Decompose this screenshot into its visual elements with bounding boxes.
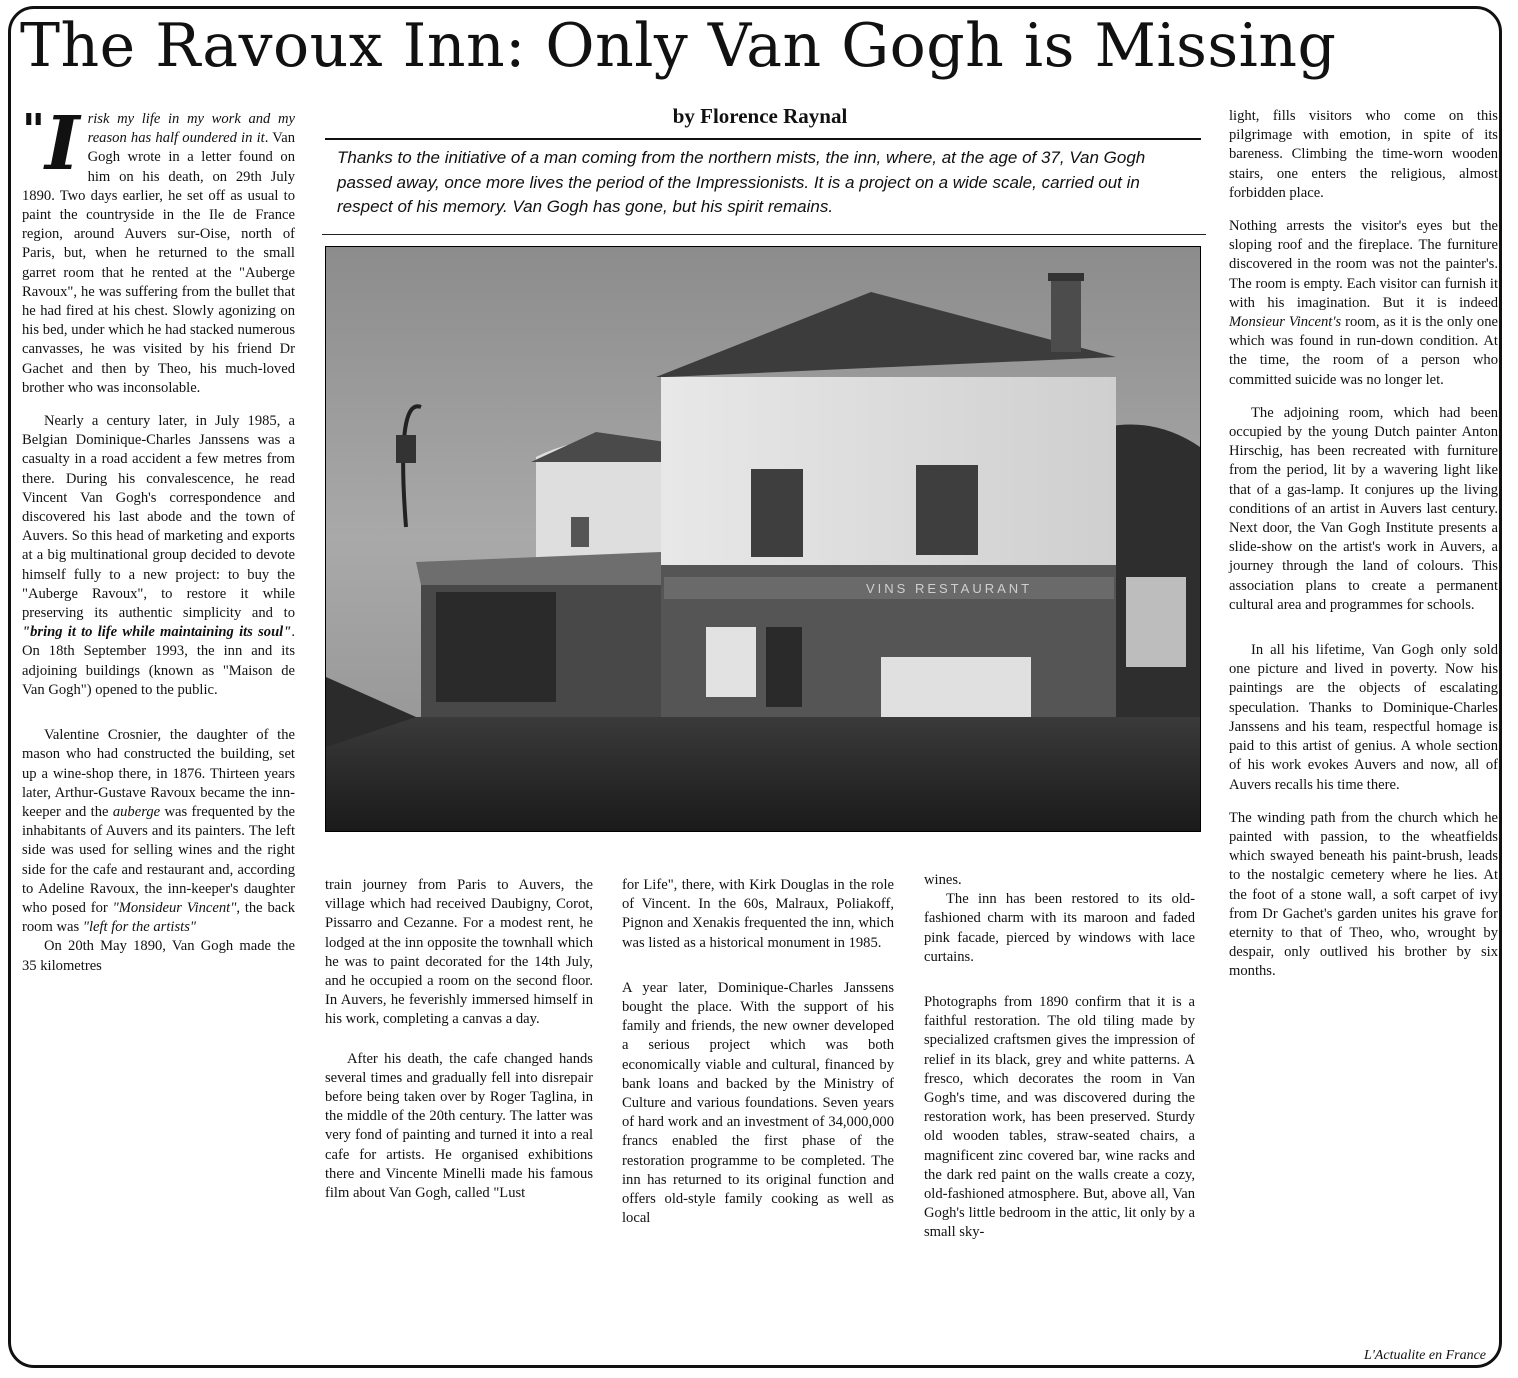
shop-sign: VINS RESTAURANT	[866, 581, 1033, 596]
paragraph: for Life", there, with Kirk Douglas in the role of Vincent. In the 60s, Malraux, Poliakoff, Pignon and Xenakis frequented the inn, which was listed as a historical monument in 1985.	[622, 877, 894, 951]
paragraph: light, fills visitors who come on this pilgrimage with emotion, in spite of its bareness. Climbing the time-worn wooden stairs, one enters the religious, almost forbidden place.	[1229, 108, 1498, 201]
paragraph: Valentine Crosnier, the daughter of the mason who had constructed the building, set up a wine-shop there, in 1876. Thirteen years later, Arthur-Gustave Ravoux became the inn-keeper and the auberge was frequented by the inhabitants of Auvers and its painters. The left side was used for selling wines and the right side for the cafe and restaurant and, according to Adeline Ravoux, the inn-keeper's daughter who posed for "Monsideur Vincent", the back room was "left for the artists"	[22, 727, 296, 936]
paragraph: Photographs from 1890 confirm that it is a faithful restoration. The old tiling made by specialized craftsmen gives the impression of relief in its black, grey and white patterns. A fresco, which decorates the room in Van Gogh's time, and was discovered during the restoration work, has been preserved. Sturdy old wooden tables, straw-seated chairs, a magnificent zinc covered bar, wine racks and the dark red paint on the walls create a cozy, old-fashioned atmosphere. But, above all, Van Gogh's little bedroom in the attic, lit only by a small sky-	[924, 994, 1195, 1241]
inn-photograph	[325, 246, 1201, 832]
paragraph: In all his lifetime, Van Gogh only sold one picture and lived in poverty. Now his paintings are the objects of escalating speculation. Thanks to Dominique-Charles Janssens and his team, respectful homage is paid to this artist of genius. A whole section of his work evokes Auvers and now, all of Auvers recalls his time there.	[1229, 642, 1498, 793]
paragraph: wines.	[924, 872, 962, 888]
source-credit: L'Actualite en France	[1364, 1348, 1486, 1363]
paragraph: The winding path from the church which he painted with passion, to the wheatfields which swayed beneath his paint-brush, leads to the nostalgic cemetery where he lies. At the foot of a stone wall, a soft carpet of ivy from Dr Gachet's garden unites his grave for eternity to that of Theo, who, wrought by despair, only outlived his brother by six months.	[1229, 809, 1498, 980]
paragraph: Nearly a century later, in July 1985, a Belgian Dominique-Charles Janssens was a casualty in a road accident a few metres from there. During his convalescence, he read Vincent Van Gogh's correspondence and discovered his last abode and the town of Auvers. So this head of marketing and exports at a big multinational group decided to devote himself fully to a new project: to buy the "Auberge Ravoux", to restore it while preserving its authentic simplicity and to "bring it to life while maintaining its soul". On 18th September 1993, the inn and its adjoining buildings (known as "Maison de Van Gogh") opened to the public.	[22, 413, 295, 698]
byline: by Florence Raynal	[672, 104, 848, 128]
paragraph: A year later, Dominique-Charles Janssens bought the place. With the support of his family and friends, the new owner developed a serious project which was both economically viable and cultural, financed by bank loans and backed by the Ministry of Culture and various foundations. Seven years of hard work and an investment of 34,000,000 francs enabled the first phase of the restoration programme to be completed. The inn has returned to its original function and offers old-style family cooking as well as local	[622, 979, 894, 1227]
column-2	[325, 876, 593, 1203]
paragraph: Nothing arrests the visitor's eyes but the sloping roof and the fireplace. The furniture discovered in the room was not the painter's. The room is empty. Each visitor can furnish it with his imagination. But it is indeed Monsieur Vincent's room, as it is the only one which was found in run-down condition. At the time, the room of a person who committed suicide was no longer let.	[1229, 218, 1498, 388]
headline: The Ravoux Inn: Only Van Gogh is Missing	[20, 11, 1337, 81]
column-4	[924, 871, 1195, 1243]
drop-cap: "I	[22, 101, 80, 187]
divider	[322, 234, 1206, 235]
paragraph: The adjoining room, which had been occupied by the young Dutch painter Anton Hirschig, has been recreated with furniture from the period, lit by a wavering light like that of a gas-lamp. It conjures up the living conditions of an artist in Auvers last century. Next door, the Van Gogh Institute presents a slide-show on the artist's work in Auvers, a journey through the land of colours. This association plans to create a permanent cultural area and programmes for schools.	[1229, 404, 1498, 613]
paragraph: The inn has been restored to its old-fashioned charm with its maroon and faded pink facade, pierced by windows with lace curtains.	[924, 891, 1195, 965]
column-1	[22, 101, 296, 976]
column-3	[622, 876, 894, 1228]
column-5	[1229, 107, 1498, 982]
paragraph: train journey from Paris to Auvers, the village which had received Daubigny, Corot, Pissarro and Cezanne. For a modest rent, he lodged at the inn opposite the townhall which he was to paint decorated for the 14th July, and he occupied a room on the second floor. In Auvers, he feverishly immersed himself in his work, completing a canvas a day.	[325, 877, 593, 1028]
divider	[325, 138, 1201, 140]
paragraph: On 20th May 1890, Van Gogh made the 35 kilometres	[22, 938, 295, 974]
paragraph: After his death, the cafe changed hands several times and gradually fell into disrepair before being taken over by Roger Taglina, in the middle of the 20th century. The latter was very fond of painting and turned it into a real cafe for artists. He organised exhibitions there and Vincente Minelli made his famous film about Van Gogh, called "Lust	[325, 1050, 593, 1202]
paragraph: "I risk my life in my work and my reason has half oundered in it. Van Gogh wrote in a letter found on him on his death, on 29th July 1890. Two days earlier, he set off as usual to paint the countryside in the Ile de France region, around Auvers sur-Oise, north of Paris, but, when he returned to the small garret room that he rented at the "Auberge Ravoux", he was suffering from the bullet that he had fired at his chest. Slowly agonizing on his bed, under which he had stacked numerous canvasses, he was visited by his friend Dr Gachet and then by Theo, his much-loved brother who was inconsolable.	[22, 101, 295, 396]
opening-quote: risk my life in my work and my reason has half oundered in it	[87, 111, 295, 147]
standfirst: Thanks to the initiative of a man coming from the northern mists, the inn, where, at the age of 37, Van Gogh passed away, once more lives the period of the Impressionists. It is a project on a wide scale, carried out in respect of his memory. Van Gogh has gone, but his spirit remains.	[337, 148, 1146, 216]
